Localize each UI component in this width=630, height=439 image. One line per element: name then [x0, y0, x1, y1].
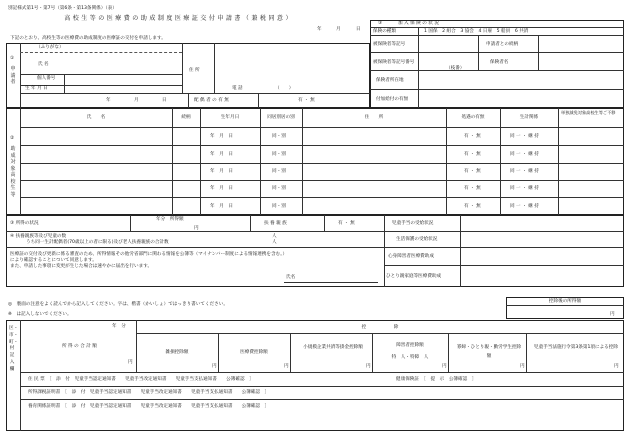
table-row[interactable]: 有 ・ 無 [464, 134, 481, 139]
intro-text: 下記のとおり、高校生等の医療費の助成制度の医療証の交付を申請します。 [10, 36, 166, 41]
consent-line-2: により確認することについて同意します。 [10, 258, 97, 263]
children-no: ② [10, 136, 15, 141]
table-row[interactable]: 有 ・ 無 [464, 169, 481, 174]
special-count: 特 人・特障 人 [391, 355, 429, 360]
table-row[interactable]: 同 一 ・ 継 持 [510, 152, 539, 157]
table-row[interactable]: 同・別 [272, 134, 286, 139]
sign-label: 氏名 [286, 275, 296, 280]
col-jido: 児童手当法施行令第3条第1項による控除 [534, 345, 618, 350]
table-row: 年 月 日 [210, 204, 233, 209]
yen-4: 円 [442, 364, 447, 369]
deduction-header: 控 除 [361, 325, 399, 330]
col-live: 生計関係 [519, 115, 539, 120]
col-address: 住 所 [364, 115, 384, 120]
col-iryohi: 医療費控除額 [240, 350, 268, 355]
phone-paren: （ ） [275, 86, 294, 91]
insurer-addr-label: 保険者所在地 [376, 78, 404, 83]
sign-line[interactable] [284, 282, 378, 283]
consent-line-1: 医療証の交付及び更新に係る審査のため、所得情報その他労省部門に関わる情報を公簿等（マイナンバー制度による情報連携を含む。） [10, 252, 288, 257]
insurance-type-label: 保険の種類 [373, 29, 396, 34]
birth-d: 日 [162, 98, 167, 103]
table-row[interactable]: 同 一 ・ 継 持 [510, 186, 539, 191]
branch-label: （枝番） [446, 66, 465, 71]
col-birth: 生年月日 [220, 115, 240, 120]
table-row[interactable]: 有 ・ 無 [464, 204, 481, 209]
personal-no-label: 個人番号 [37, 76, 56, 81]
verify-row-health[interactable]: 健康保険証 ［ 提 示 公簿確認 ］ [396, 377, 477, 382]
holder-no-label: 被保険者等記号番号 [373, 60, 415, 65]
income-total-yen: 円 [128, 360, 133, 365]
deduct-after-yen: 円 [610, 312, 615, 317]
yen-1: 円 [212, 364, 217, 369]
year-label: 年 分 [112, 324, 126, 329]
date-month: 月 [336, 27, 341, 32]
symbol-label: 被保険者等記号 [373, 42, 406, 47]
yen-6: 円 [614, 364, 619, 369]
office-use-section [6, 320, 624, 431]
furigana-label: （ふりがな） [36, 45, 64, 50]
col-cohab: 同居別居の別 [267, 115, 295, 120]
benefit-label: 付加給付の有無 [376, 97, 409, 102]
people-unit-1: 人 [272, 234, 277, 239]
insurance-header: 加 入 保 険 の 状 況 [398, 21, 439, 26]
insurance-types[interactable]: 1 国保 2 組合 3 協会 4 日雇 5 船員 6 共済 [424, 29, 529, 34]
year-income-label: 年分 所得額 [156, 217, 184, 222]
children-label: 助成対象高校生等 [10, 146, 16, 198]
table-row: 年 月 日 [210, 152, 233, 157]
verify-row-resident[interactable]: 住 民 票 ［ 添 付 児童手当認定通知書 児童手当改定通知書 児童手当支払通知書 公簿確認 ］ [28, 377, 254, 382]
table-row[interactable]: 同 一 ・ 継 持 [510, 204, 539, 209]
page-title: 高 校 生 等 の 医 療 費 の 助 成 制 度 医 療 証 交 付 申 請 書 （ 兼 税 同 意 ） [64, 15, 292, 22]
income-yen: 円 [194, 226, 199, 231]
table-row: 年 月 日 [210, 186, 233, 191]
seikatsu-label: 生活保護の受給状況 [396, 237, 438, 242]
col-single: 単独減免対象高校生等ご不移 [561, 110, 616, 115]
table-row[interactable]: 有 ・ 無 [464, 152, 481, 157]
col-shokibo: 小規模企業共済等掛金控除額 [303, 345, 363, 350]
form-id: 別記様式第1号・第7号（第6条・第13条関係）（表） [8, 6, 117, 11]
date-year: 年 [317, 27, 322, 32]
deduct-after-title: 控除後の所得額 [548, 299, 582, 304]
table-row[interactable]: 同・別 [272, 186, 286, 191]
yen-3: 円 [366, 364, 371, 369]
col-relation: 続柄 [181, 115, 191, 120]
shinshin-label: 心身障害者医療費助成 [388, 254, 434, 259]
children-table [6, 108, 624, 215]
insurance-no: ③ [378, 21, 383, 26]
verify-row-custody[interactable]: 養育関係証明書 ［ 添 付 児童手当認定通知書 児童手当改定通知書 児童手当支払通知書 公簿確認 ］ [28, 404, 270, 409]
table-row[interactable]: 同・別 [272, 152, 286, 157]
name-label: 氏 名 [38, 62, 49, 67]
dependents-count-label: ④ 扶養親族等及び児童の数 [10, 234, 67, 239]
phone-label: 電 話 [232, 86, 243, 91]
table-row[interactable]: 同 一 ・ 継 持 [510, 134, 539, 139]
applicant-label: 申請者 [10, 66, 16, 85]
dependent-value[interactable]: 有 ・ 無 [338, 221, 355, 226]
yen-5: 円 [520, 364, 525, 369]
jukyu-label: 児童手当の受給状況 [392, 221, 434, 226]
col-shogai: 障害者控除額 [396, 343, 424, 348]
col-name: 氏 名 [86, 115, 106, 120]
applicant-no: ① [10, 56, 15, 61]
consent-line-3: また、申請した事項に変更が生じた場合は速やかに届出を行います。 [10, 264, 153, 269]
people-unit-2: 人 [272, 240, 277, 245]
spouse-label: 配 偶 者 の 有 無 [194, 98, 229, 103]
date-day: 日 [356, 27, 361, 32]
birth-m: 月 [134, 98, 139, 103]
notice-1: ◎ 裏面の注意をよく読んでから記入してください。字は、楷書（かいしょ）ではっきり書いてください。 [8, 302, 228, 307]
relation-label: 申請者との続柄 [486, 42, 519, 47]
table-row[interactable]: 同・別 [272, 169, 286, 174]
office-side-label: 区・市・町・村記入欄 [9, 326, 19, 372]
col-kafu: 寡婦・ひとり親・勤労学生控除額 [456, 345, 522, 359]
table-row: 年 月 日 [210, 134, 233, 139]
insurer-label: 保険者名 [490, 60, 509, 65]
notice-2: ※ は記入しないでください。 [8, 312, 72, 317]
col-treat: 処遇の有無 [461, 115, 485, 120]
col-zatsuson: 雑損控除額 [165, 350, 189, 355]
table-row: 年 月 日 [210, 169, 233, 174]
dependent-label: 扶 養 親 族 [264, 221, 287, 226]
hitori-label: ひとり親家庭等医療費助成 [386, 274, 442, 279]
birth-y: 年 [106, 98, 111, 103]
table-row[interactable]: 同・別 [272, 204, 286, 209]
income-label: ③ 所得の状況 [10, 221, 39, 226]
table-row[interactable]: 同 一 ・ 継 持 [510, 169, 539, 174]
address-label: 住 所 [189, 68, 200, 73]
income-section [6, 215, 624, 287]
yen-2: 円 [284, 364, 289, 369]
birth-label: 生 年 月 日 [25, 86, 48, 91]
spouse-value[interactable]: 有 ・ 無 [298, 98, 315, 103]
table-row[interactable]: 有 ・ 無 [464, 186, 481, 191]
elderly-count-label: うち同一生計配偶者(70歳以上の者に限る)及び老人扶養親族の合計数 [26, 240, 169, 245]
income-total-label: 所 得 の 合 計 額 [62, 344, 97, 349]
verify-row-income[interactable]: 所得課税証明書 ［ 添 付 児童手当認定通知書 児童手当改定通知書 児童手当支払通知書 公簿確認 ］ [28, 390, 270, 395]
